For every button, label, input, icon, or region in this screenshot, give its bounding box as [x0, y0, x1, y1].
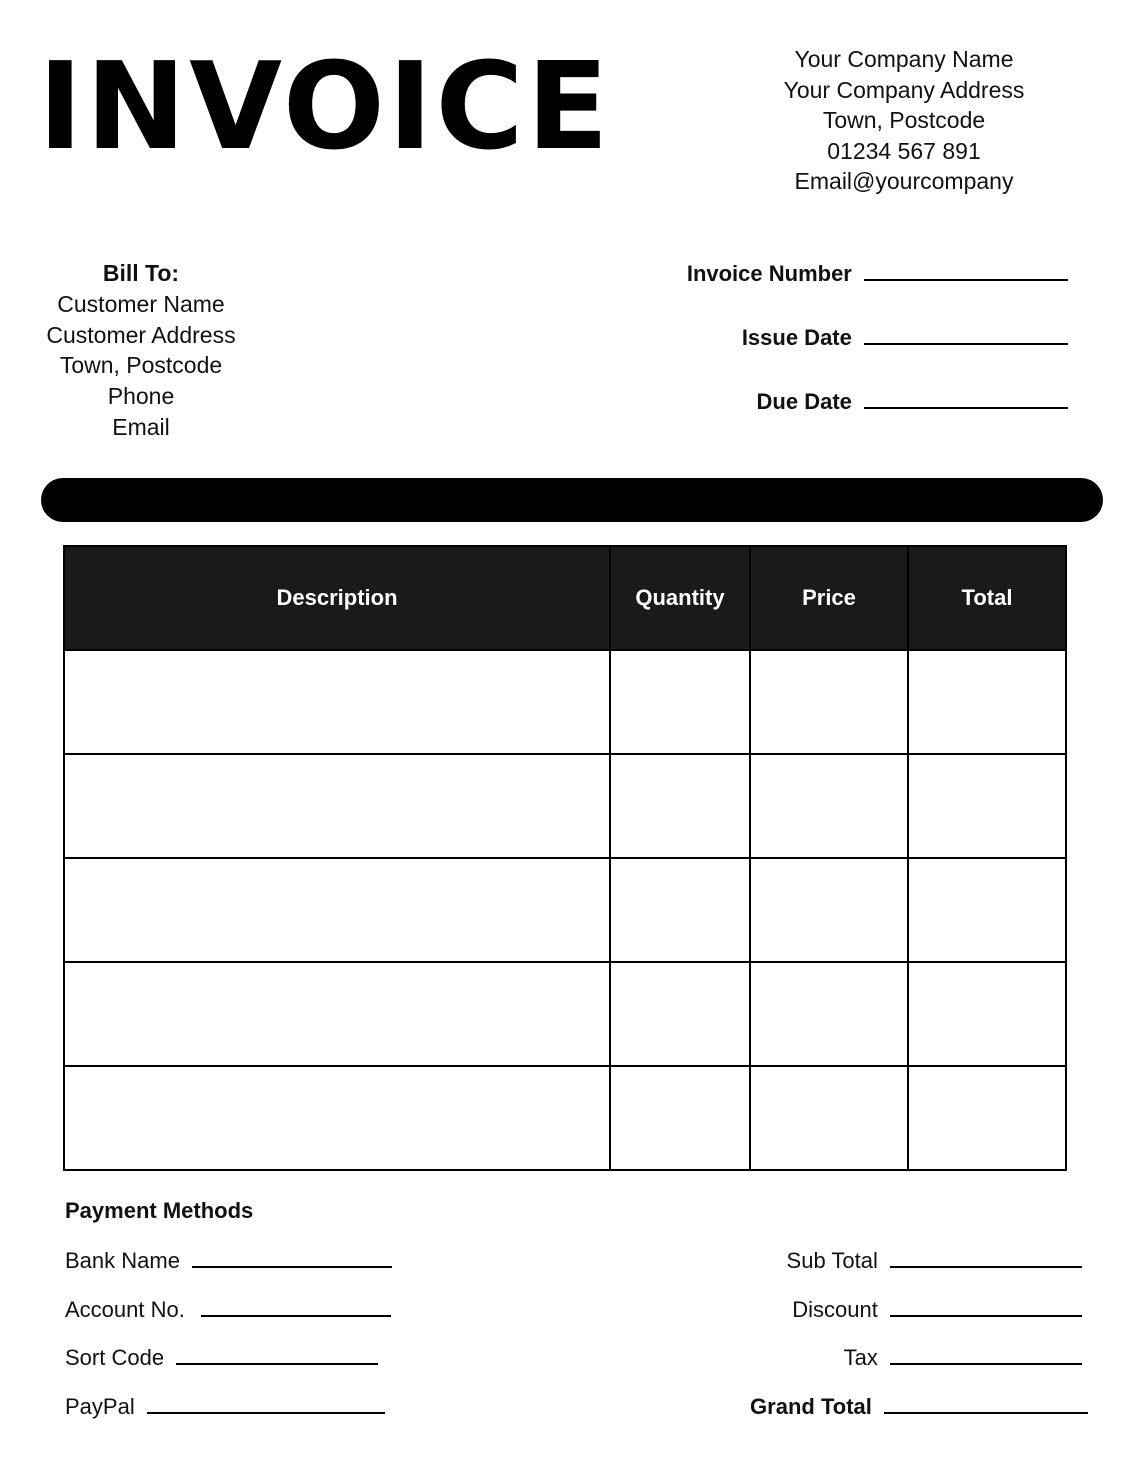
bank-name-label: Bank Name	[65, 1248, 180, 1273]
company-email: Email@yourcompany	[794, 168, 1014, 195]
table-row	[64, 962, 1066, 1066]
invoice-number-label: Invoice Number	[686, 261, 852, 286]
total-cell[interactable]	[908, 962, 1066, 1066]
quantity-cell[interactable]	[610, 1066, 750, 1170]
issue-date-row	[548, 325, 1068, 351]
company-phone: 01234 567 891	[827, 137, 981, 164]
account-no-row	[65, 1297, 391, 1323]
sub-total-field[interactable]	[890, 1264, 1082, 1268]
customer-phone: Phone	[107, 383, 175, 410]
grand-total-row	[750, 1394, 1088, 1420]
price-cell[interactable]	[750, 858, 908, 962]
issue-date-label: Issue Date	[741, 325, 852, 350]
company-info	[744, 44, 1064, 197]
bank-name-row	[65, 1248, 392, 1274]
description-cell[interactable]	[64, 1066, 610, 1170]
table-header-row	[64, 546, 1066, 650]
table-row	[64, 858, 1066, 962]
tax-field[interactable]	[890, 1361, 1082, 1365]
column-header-price: Price	[750, 546, 908, 650]
due-date-field[interactable]	[864, 405, 1068, 409]
description-cell[interactable]	[64, 962, 610, 1066]
price-cell[interactable]	[750, 650, 908, 754]
description-cell[interactable]	[64, 858, 610, 962]
items-table	[63, 545, 1067, 1171]
sort-code-label: Sort Code	[65, 1345, 165, 1370]
column-header-description: Description	[64, 546, 610, 650]
column-header-quantity: Quantity	[610, 546, 750, 650]
discount-field[interactable]	[890, 1313, 1082, 1317]
due-date-row	[548, 389, 1068, 415]
description-cell[interactable]	[64, 754, 610, 858]
quantity-cell[interactable]	[610, 962, 750, 1066]
grand-total-field[interactable]	[884, 1410, 1088, 1414]
divider-bar	[41, 478, 1103, 522]
paypal-field[interactable]	[147, 1410, 385, 1414]
discount-label: Discount	[792, 1297, 878, 1322]
payment-methods-title: Payment Methods	[65, 1198, 254, 1223]
paypal-label: PayPal	[65, 1394, 135, 1419]
total-cell[interactable]	[908, 650, 1066, 754]
sort-code-row	[65, 1345, 378, 1371]
company-address: Your Company Address	[783, 76, 1025, 103]
table-row	[64, 1066, 1066, 1170]
quantity-cell[interactable]	[610, 858, 750, 962]
customer-town-postcode: Town, Postcode	[59, 352, 223, 379]
sub-total-row	[787, 1248, 1082, 1274]
total-cell[interactable]	[908, 1066, 1066, 1170]
bank-name-field[interactable]	[192, 1264, 392, 1268]
total-cell[interactable]	[908, 858, 1066, 962]
customer-name: Customer Name	[57, 290, 225, 317]
account-no-label: Account No.	[65, 1297, 185, 1322]
invoice-number-field[interactable]	[864, 277, 1068, 281]
quantity-cell[interactable]	[610, 650, 750, 754]
customer-email: Email	[112, 413, 170, 440]
bill-to-label: Bill To:	[102, 260, 180, 286]
issue-date-field[interactable]	[864, 341, 1068, 345]
table-row	[64, 754, 1066, 858]
tax-label: Tax	[843, 1345, 878, 1370]
invoice-title: INVOICE	[38, 38, 612, 177]
quantity-cell[interactable]	[610, 754, 750, 858]
price-cell[interactable]	[750, 1066, 908, 1170]
sub-total-label: Sub Total	[786, 1248, 878, 1273]
customer-address: Customer Address	[46, 321, 236, 348]
price-cell[interactable]	[750, 754, 908, 858]
invoice-number-row	[548, 261, 1068, 287]
column-header-total: Total	[908, 546, 1066, 650]
account-no-field[interactable]	[201, 1313, 391, 1317]
total-cell[interactable]	[908, 754, 1066, 858]
sort-code-field[interactable]	[176, 1361, 378, 1365]
table-row	[64, 650, 1066, 754]
paypal-row	[65, 1394, 385, 1420]
due-date-label: Due Date	[756, 389, 852, 414]
company-name: Your Company Name	[794, 46, 1014, 72]
price-cell[interactable]	[750, 962, 908, 1066]
discount-row	[792, 1297, 1082, 1323]
company-town-postcode: Town, Postcode	[822, 107, 986, 134]
bill-to-block	[36, 258, 246, 443]
description-cell[interactable]	[64, 650, 610, 754]
tax-row	[844, 1345, 1082, 1371]
grand-total-label: Grand Total	[750, 1394, 872, 1419]
